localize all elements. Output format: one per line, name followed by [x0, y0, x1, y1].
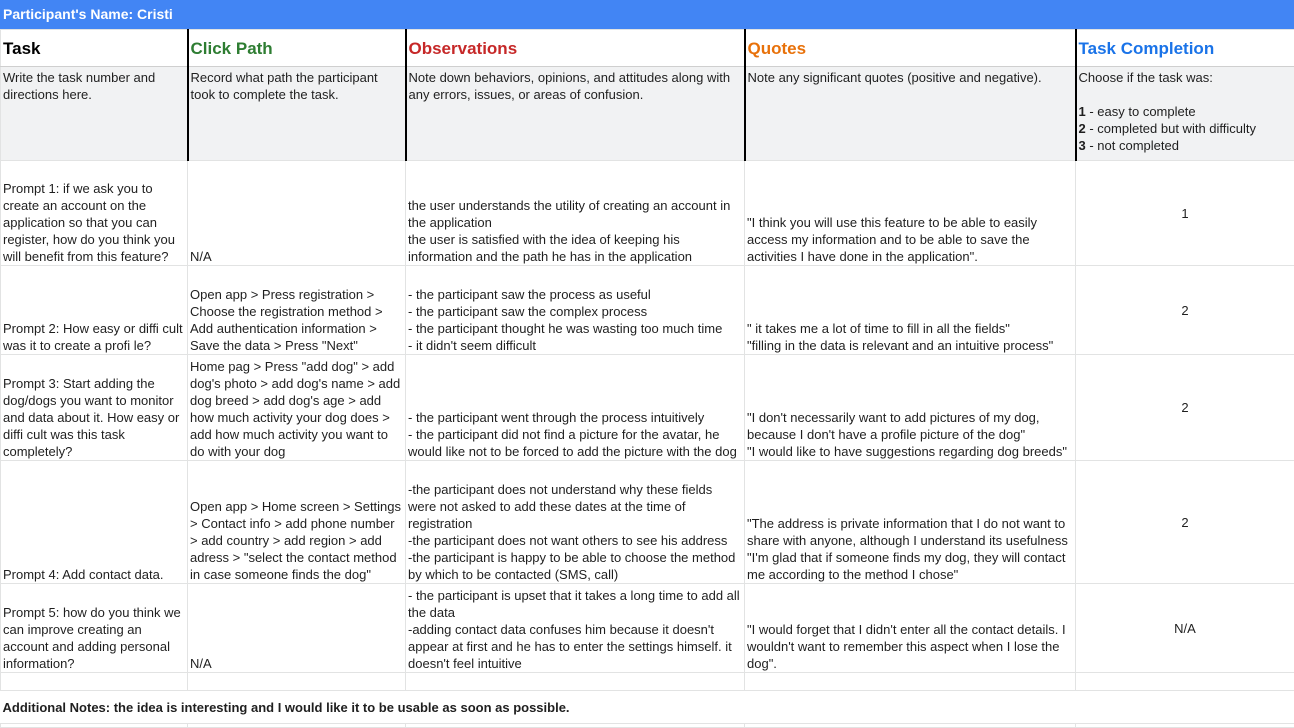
observations-cell[interactable]	[406, 584, 745, 673]
quotes-text: " it takes me a lot of time to fill in all the fields" "filling in the data is relevant and an intuitive process"	[747, 321, 1054, 353]
quotes-cell[interactable]	[745, 266, 1076, 355]
completion-option-3-number: 3	[1078, 138, 1086, 153]
completion-option-1-text: - easy to complete	[1085, 104, 1196, 119]
observations-cell[interactable]	[406, 161, 745, 266]
observations-text: - the participant saw the process as useful - the participant saw the complex process - the participant thought he was wasting too much time - it didn't seem difficult	[408, 287, 723, 353]
quotes-text: "I don't necessarily want to add pictures of my dog, because I don't have a profile picture of the dog" "I would like to have suggestions regarding dog breeds"	[747, 410, 1067, 459]
usability-test-table	[0, 29, 1294, 728]
quotes-cell[interactable]	[745, 355, 1076, 461]
additional-notes-row	[1, 691, 1294, 724]
table-row-prompt-2	[1, 266, 1294, 355]
table-row-prompt-5	[1, 584, 1294, 673]
description-row	[1, 67, 1294, 161]
completion-option-2-number: 2	[1078, 121, 1086, 136]
header-row	[1, 30, 1294, 67]
header-quotes[interactable]: Quotes	[745, 30, 1076, 67]
trailing-row	[1, 724, 1294, 728]
header-observations[interactable]: Observations	[406, 30, 745, 67]
quotes-cell[interactable]	[745, 461, 1076, 584]
observations-text: - the participant went through the process intuitively - the participant did not find a picture for the avatar, he would like not to be forced to add the picture with the dog	[408, 410, 737, 459]
completion-option-3-text: - not completed	[1085, 138, 1179, 153]
observations-text: -the participant does not understand why these fields were not asked to add these dates at the time of registration -the participant does not want others to see his address -the participant is happy to be able to choose the method by which to be contacted (SMS, call)	[408, 482, 736, 582]
empty-cell[interactable]	[406, 673, 745, 691]
observations-text: the user understands the utility of creating an account in the application the user is satisfied with the idea of keeping his information and the path he has in the application	[408, 198, 731, 264]
click-path-cell[interactable]: N/A	[188, 584, 406, 673]
additional-notes[interactable]: Additional Notes: the idea is interesting and I would like it to be usable as soon as possible.	[1, 691, 1294, 724]
empty-cell[interactable]	[406, 724, 745, 728]
task-cell[interactable]: Prompt 2: How easy or diffi cult was it to create a profi le?	[1, 266, 188, 355]
observations-cell[interactable]	[406, 266, 745, 355]
click-path-cell[interactable]: Open app > Press registration > Choose the registration method > Add authentication information > Save the data > Press "Next"	[188, 266, 406, 355]
empty-cell[interactable]	[745, 673, 1076, 691]
quotes-cell[interactable]: "I think you will use this feature to be able to easily access my information and to be able to save the activities I have done in the application".	[745, 161, 1076, 266]
quotes-text: "The address is private information that I do not want to share with anyone, although I understand its usefulness "I'm glad that if someone finds my dog, they will contact me according to the method I chose"	[747, 516, 1068, 582]
empty-cell[interactable]	[745, 724, 1076, 728]
click-path-cell[interactable]: Open app > Home screen > Settings > Contact info > add phone number > add country > add region > add adress > "select the contact method in case someone finds the dog"	[188, 461, 406, 584]
completion-cell[interactable]: 2	[1076, 461, 1294, 584]
completion-option-3	[1079, 137, 1293, 154]
description-task[interactable]: Write the task number and directions here.	[1, 67, 188, 161]
table-row-prompt-3	[1, 355, 1294, 461]
completion-option-2-text: - completed but with difficulty	[1085, 121, 1257, 136]
description-click-path[interactable]: Record what path the participant took to complete the task.	[188, 67, 406, 161]
description-quotes[interactable]: Note any significant quotes (positive and negative).	[745, 67, 1076, 161]
completion-cell[interactable]: 2	[1076, 355, 1294, 461]
task-cell[interactable]: Prompt 5: how do you think we can improve creating an account and adding personal information?	[1, 584, 188, 673]
empty-row	[1, 673, 1294, 691]
empty-cell[interactable]	[188, 673, 406, 691]
header-task-completion[interactable]: Task Completion	[1076, 30, 1294, 67]
quotes-cell[interactable]: "I would forget that I didn't enter all the contact details. I wouldn't want to remember this aspect when I lose the dog".	[745, 584, 1076, 673]
table-row-prompt-4	[1, 461, 1294, 584]
completion-intro: Choose if the task was:	[1078, 70, 1213, 85]
spacer	[1079, 86, 1293, 103]
completion-option-1	[1079, 103, 1293, 120]
table-row-prompt-1	[1, 161, 1294, 266]
completion-option-1-number: 1	[1078, 104, 1086, 119]
completion-cell[interactable]: 1	[1076, 161, 1294, 266]
observations-cell[interactable]	[406, 355, 745, 461]
header-task[interactable]: Task	[1, 30, 188, 67]
participant-name-title[interactable]: Participant's Name: Cristi	[0, 0, 1294, 29]
empty-cell[interactable]	[1, 724, 188, 728]
task-cell[interactable]: Prompt 1: if we ask you to create an account on the application so that you can register, how do you think you will benefit from this feature?	[1, 161, 188, 266]
completion-cell[interactable]: N/A	[1076, 584, 1294, 673]
click-path-cell[interactable]: N/A	[188, 161, 406, 266]
empty-cell[interactable]	[188, 724, 406, 728]
description-observations[interactable]: Note down behaviors, opinions, and attitudes along with any errors, issues, or areas of confusion.	[406, 67, 745, 161]
task-cell[interactable]: Prompt 3: Start adding the dog/dogs you want to monitor and data about it. How easy or diffi cult was this task completely?	[1, 355, 188, 461]
description-task-completion[interactable]	[1076, 67, 1294, 161]
empty-cell[interactable]	[1076, 724, 1294, 728]
observations-text: - the participant is upset that it takes a long time to add all the data -adding contact data confuses him because it doesn't appear at first and he has to enter the settings himself. it doesn't feel intuitive	[408, 588, 740, 671]
empty-cell[interactable]	[1, 673, 188, 691]
empty-cell[interactable]	[1076, 673, 1294, 691]
observations-cell[interactable]	[406, 461, 745, 584]
completion-cell[interactable]: 2	[1076, 266, 1294, 355]
header-click-path[interactable]: Click Path	[188, 30, 406, 67]
completion-option-2	[1079, 120, 1293, 137]
click-path-cell[interactable]: Home pag > Press "add dog" > add dog's photo > add dog's name > add dog breed > add dog's age > add how much activity your dog does > add how much activity you want to do with your dog	[188, 355, 406, 461]
task-cell[interactable]: Prompt 4: Add contact data.	[1, 461, 188, 584]
